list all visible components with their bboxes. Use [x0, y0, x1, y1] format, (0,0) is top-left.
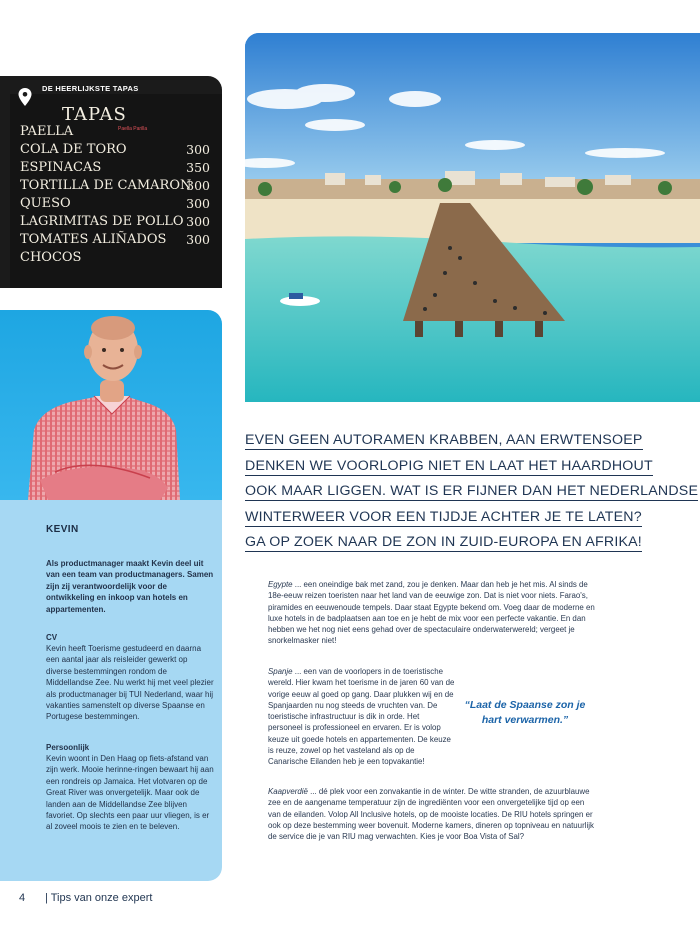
expert-intro: Als productmanager maakt Kevin deel uit van een team van productmanagers. Samen zijn zij verantwoordelijk voor de ontwikkeling en inkoop van hotels en appartementen. [46, 559, 214, 614]
section-lead: Spanje [268, 667, 293, 676]
menu-dish: TOMATES ALIÑADOS [20, 232, 167, 247]
menu-dish-note: Paella Parilla [118, 126, 148, 132]
menu-dish: QUESO [20, 196, 71, 211]
menu-price: 300 [186, 232, 210, 247]
headline-line: WINTERWEER VOOR EEN TIJDJE ACHTER JE TE LATEN? [245, 508, 642, 525]
headline-line: EVEN GEEN AUTORAMEN KRABBEN, AAN ERWTENSOEP [245, 432, 643, 448]
headline-line: GA OP ZOEK NAAR DE ZON IN ZUID-EUROPA EN AFRIKA! [245, 534, 642, 551]
section-spanje [268, 666, 456, 768]
person-illustration [0, 310, 222, 500]
menu-dish: TORTILLA DE CAMARON [20, 178, 192, 193]
location-pin-icon [18, 88, 32, 106]
expert-portrait [0, 310, 222, 500]
section-lead: Egypte [268, 580, 293, 589]
page-number: 4 [19, 892, 26, 904]
section-text: ... een van de voorlopers in de toeristische wereld. Hier kwam het toerisme in de jaren 60 van de vorige eeuw al goed op gang. Daar plukken wij en de Spanjaarden nu nog steeds de vruchten van. De toeristische infrastructuur is dik in orde. Het personeel is professioneel en ervaren. Er is volop keuze uit goede hotels en appartementen. De keuze is reuze, zowel op het vasteland als op de Canarische Eilanden heb je een topvakantie! [268, 667, 455, 767]
tapas-photo [0, 76, 222, 288]
menu-item [20, 214, 216, 230]
menu-dish: PAELLA [20, 124, 74, 139]
section-egypte [268, 579, 598, 647]
photo-tag: DE HEERLIJKSTE TAPAS [42, 84, 139, 93]
menu-item [20, 124, 216, 140]
cv-text: Kevin heeft Toerisme gestudeerd en daarna een aantal jaar als reisleider gewerkt op diverse bestemmingen rondom de Middellandse Zee. Nu werkt hij met veel plezier als productmanager bij TUI Nederland, waar hij vakanties samenstelt op diverse Spaanse en Portugese bestemmingen. [46, 644, 214, 722]
menu-item [20, 142, 216, 158]
personal-text: Kevin woont in Den Haag op fiets-afstand van zijn werk. Mooie herinne-ringen bewaart hij aan een rondreis op Jamaica. Het vlotvaren op de Great River was onvergetelijk. Maar ook de landen aan de Middellandse Zee blijven favoriet. Op slechts een paar uur vliegen, is er al zoveel moois te zien en te beleven. [46, 754, 214, 832]
menu-price: 300 [186, 142, 210, 157]
headline-line: OOK MAAR LIGGEN. WAT IS ER FIJNER DAN HET NEDERLANDSE [245, 483, 699, 500]
menu-item [20, 160, 216, 176]
menu-dish: LAGRIMITAS DE POLLO [20, 214, 184, 229]
beach-pier-photo [245, 33, 700, 402]
menu-price: 300 [186, 214, 210, 229]
menu-price: 350 [186, 160, 210, 175]
headline-line: DENKEN WE VOORLOPIG NIET EN LAAT HET HAARDHOUT [245, 457, 653, 474]
section-kaapverdie [268, 786, 598, 842]
section-text: ... dé plek voor een zonvakantie in de winter. De witte stranden, de azuurblauwe zee en de aangename temperatuur zijn de ingrediënten voor een onvergetelijke tijd op een van de eilanden. Volop All Inclusive hotels, op de mooiste locaties. De RIU hotels springen er ook op deze bestemming weer bovenuit. Moderne kamers, dineren op topniveau en natuurlijk de service die je van RIU mag verwachten. Kies je voor Boa Vista of Sal? [268, 787, 594, 842]
expert-name: KEVIN [46, 524, 79, 535]
pull-quote: “Laat de Spaanse zon je hart verwarmen.” [464, 699, 586, 726]
menu-dish: CHOCOS [20, 250, 82, 265]
board-title: TAPAS [62, 104, 127, 125]
beach-illustration [245, 33, 700, 402]
section-label: | Tips van onze expert [45, 892, 153, 904]
menu-dish: COLA DE TORO [20, 142, 127, 157]
menu-item [20, 178, 216, 194]
menu-item [20, 232, 216, 248]
menu-price: 300 [186, 196, 210, 211]
personal-heading: Persoonlijk [46, 743, 90, 752]
cv-heading: CV [46, 633, 58, 642]
headline [245, 428, 699, 556]
section-lead: Kaapverdië [268, 787, 308, 796]
menu-dish: ESPINACAS [20, 160, 102, 175]
menu-price: 300 [186, 178, 210, 193]
menu-item [20, 250, 216, 266]
menu-item [20, 196, 216, 212]
section-text: ... een oneindige bak met zand, zou je denken. Maar dan heb je het mis. Al sinds de 18e-eeuw reizen toeristen naar het land van de eeuwige zon. Dat is niet voor niets. Farao's, piramides en eeuwenoude tempels. Daar staat Egypte bekend om. Voeg daar de moderne en luxe hotels in de badplaatsen aan toe en je hebt de mix voor een perfecte vakantie. En dan hebben we het nog niet eens gehad over de spectaculaire onderwaterwereld; vergeet je snorkelmasker niet! [268, 580, 595, 646]
